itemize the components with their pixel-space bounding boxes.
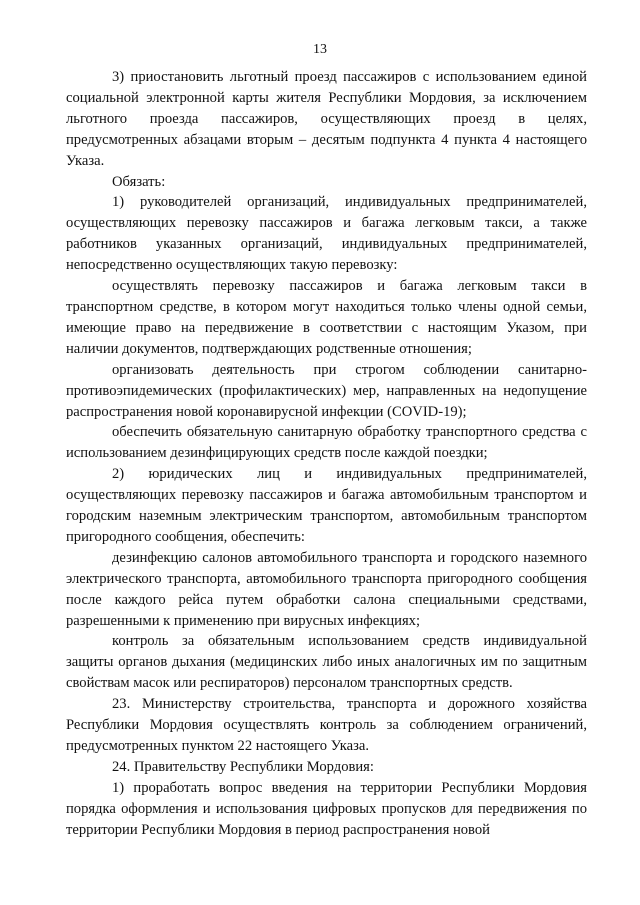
paragraph-digital-passes: 1) проработать вопрос введения на территории Республики Мордовия порядка оформления и использования цифровых пропусков для передвижения по территории Республики Мордовия в период распространения новой <box>66 779 587 838</box>
document-body <box>66 67 587 841</box>
paragraph-taxi-family: осуществлять перевозку пассажиров и багажа легковым такси в транспортном средстве, в котором могут находиться только члены одной семьи, имеющие право на передвижение в соответствии с настоящим Указом, при наличии документов, подтверждающих родственные отношения; <box>66 278 587 357</box>
paragraph-subitem-3: 3) приостановить льготный проезд пассажиров с использованием единой социальной электронной карты жителя Республики Мордовия, за исключением льготного проезда пассажиров, осуществляющих проезд в целях, предусмотренных абзацами вторым – десятым подпункта 4 пункта 4 настоящего Указа. <box>66 69 587 169</box>
paragraph-vehicle-disinfection: обеспечить обязательную санитарную обработку транспортного средства с использованием дезинфицирующих средств после каждой поездки; <box>66 424 587 462</box>
paragraph-oblige: Обязать: <box>112 173 166 190</box>
paragraph-ppe-control: контроль за обязательным использованием средств индивидуальной защиты органов дыхания (медицинских либо иных аналогичных им по защитным свойствам масок или респираторов) персоналом транспортных средств. <box>66 633 587 692</box>
paragraph-subitem-2-transport: 2) юридических лиц и индивидуальных предпринимателей, осуществляющих перевозку пассажиров и багажа автомобильным транспортом и городским наземным электрическим транспортом, автомобильным транспортом пригородного сообщения, обеспечить: <box>66 466 587 545</box>
paragraph-sanitary-measures: организовать деятельность при строгом соблюдении санитарно-противоэпидемических (профилактических) мер, направленных на недопущение распространения новой коронавирусной инфекции (COVID-19); <box>66 361 587 420</box>
paragraph-subitem-1-taxi: 1) руководителей организаций, индивидуальных предпринимателей, осуществляющих перевозку пассажиров и багажа легковым такси, а также работников указанных организаций, индивидуальных предпринимателей, непосредственно осуществляющих такую перевозку: <box>66 194 587 274</box>
paragraph-item-23: 23. Министерству строительства, транспорта и дорожного хозяйства Республики Мордовия осуществлять контроль за соблюдением ограничений, предусмотренных пунктом 22 настоящего Указа. <box>66 696 587 754</box>
paragraph-item-24: 24. Правительству Республики Мордовия: <box>112 758 374 775</box>
paragraph-salon-disinfection: дезинфекцию салонов автомобильного транспорта и городского наземного электрического транспорта, автомобильного транспорта пригородного сообщения после каждого рейса путем обработки салона специальными средствами, разрешенными к применению при вирусных инфекциях; <box>66 549 587 629</box>
page-number: 13 <box>313 42 327 57</box>
